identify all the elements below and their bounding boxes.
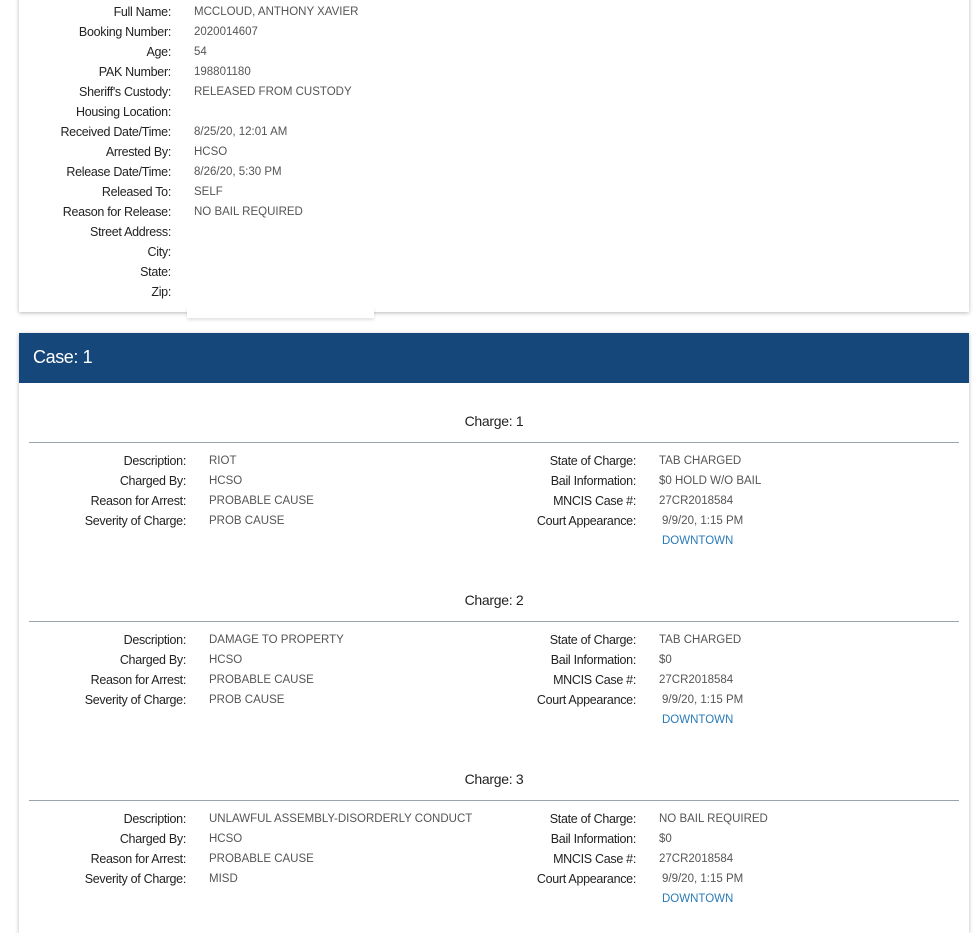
charge-reason-label: Reason for Arrest: <box>90 852 186 866</box>
charge-bail-value: $0 <box>659 654 672 666</box>
charge-description-value: UNLAWFUL ASSEMBLY-DISORDERLY CONDUCT <box>209 813 473 825</box>
charge-bail-value: $0 HOLD W/O BAIL <box>659 475 762 487</box>
info-row-release-datetime <box>19 162 969 182</box>
full-name-value: MCCLOUD, ANTHONY XAVIER <box>194 6 359 18</box>
zip-label: Zip: <box>151 285 171 299</box>
charge-description-label: Description: <box>123 633 186 647</box>
info-row-released-to <box>19 182 969 202</box>
charge-reason-value: PROBABLE CAUSE <box>209 674 314 686</box>
age-label: Age: <box>146 45 171 59</box>
charge-reason-label: Reason for Arrest: <box>90 673 186 687</box>
court-appearance-time: 9/9/20, 1:15 PM <box>662 694 744 706</box>
charge-title: Charge: 2 <box>464 592 524 608</box>
charge-severity-label: Severity of Charge: <box>84 514 186 528</box>
arrested-by-label: Arrested By: <box>105 145 171 159</box>
charge-state-label: State of Charge: <box>549 454 636 468</box>
info-row-received-datetime <box>19 122 969 142</box>
charge-bail-label: Bail Information: <box>550 474 636 488</box>
charge-charged-by-label: Charged By: <box>119 832 186 846</box>
info-row-reason-for-release <box>19 202 969 222</box>
sheriffs-custody-value: RELEASED FROM CUSTODY <box>194 86 352 98</box>
released-to-label: Released To: <box>101 185 171 199</box>
charge-divider <box>29 621 959 622</box>
court-location-link[interactable]: DOWNTOWN <box>662 535 734 547</box>
charge-state-value: TAB CHARGED <box>659 455 742 467</box>
charge-court-label: Court Appearance: <box>536 872 636 886</box>
info-row-zip <box>19 282 969 302</box>
charge-mncis-value: 27CR2018584 <box>659 674 734 686</box>
charge-charged-by-value: HCSO <box>209 475 243 487</box>
charge-mncis-value: 27CR2018584 <box>659 853 734 865</box>
full-name-label: Full Name: <box>113 5 171 19</box>
charge-mncis-label: MNCIS Case #: <box>553 494 636 508</box>
released-to-value: SELF <box>194 186 223 198</box>
charge-mncis-value: 27CR2018584 <box>659 495 734 507</box>
charge-reason-label: Reason for Arrest: <box>90 494 186 508</box>
charge-divider <box>29 442 959 443</box>
case-title: Case: 1 <box>33 347 93 367</box>
court-appearance-time: 9/9/20, 1:15 PM <box>662 873 744 885</box>
charge-state-label: State of Charge: <box>549 812 636 826</box>
charge-court-label: Court Appearance: <box>536 514 636 528</box>
court-location-link[interactable]: DOWNTOWN <box>662 714 734 726</box>
info-row-age <box>19 42 969 62</box>
charge-mncis-label: MNCIS Case #: <box>553 852 636 866</box>
arrested-by-value: HCSO <box>194 146 228 158</box>
charge-description-label: Description: <box>123 812 186 826</box>
release-datetime-label: Release Date/Time: <box>66 165 171 179</box>
charge-bail-label: Bail Information: <box>550 653 636 667</box>
reason-for-release-value: NO BAIL REQUIRED <box>194 206 303 218</box>
received-datetime-label: Received Date/Time: <box>60 125 171 139</box>
charge-state-value: TAB CHARGED <box>659 634 742 646</box>
charge-description-label: Description: <box>123 454 186 468</box>
charge-charged-by-value: HCSO <box>209 654 243 666</box>
case-card <box>19 333 969 933</box>
booking-number-value: 2020014607 <box>194 26 258 38</box>
info-row-pak-number <box>19 62 969 82</box>
charge-court-label: Court Appearance: <box>536 693 636 707</box>
booking-number-label: Booking Number: <box>78 25 171 39</box>
charge-severity-value: PROB CAUSE <box>209 694 285 706</box>
charge-title: Charge: 1 <box>464 413 524 429</box>
city-label: City: <box>147 245 171 259</box>
received-datetime-value: 8/25/20, 12:01 AM <box>194 126 288 138</box>
info-row-state <box>19 262 969 282</box>
charge-severity-value: PROB CAUSE <box>209 515 285 527</box>
court-appearance-time: 9/9/20, 1:15 PM <box>662 515 744 527</box>
street-address-label: Street Address: <box>90 225 171 239</box>
housing-location-label: Housing Location: <box>76 105 171 119</box>
charge-reason-value: PROBABLE CAUSE <box>209 853 314 865</box>
info-row-housing-location <box>19 102 969 122</box>
release-datetime-value: 8/26/20, 5:30 PM <box>194 166 282 178</box>
charge-charged-by-value: HCSO <box>209 833 243 845</box>
charge-bail-label: Bail Information: <box>550 832 636 846</box>
charge-bail-value: $0 <box>659 833 672 845</box>
pak-number-label: PAK Number: <box>98 65 171 79</box>
charge-reason-value: PROBABLE CAUSE <box>209 495 314 507</box>
charge-title: Charge: 3 <box>464 771 524 787</box>
state-label: State: <box>140 265 171 279</box>
card-tab <box>187 306 374 318</box>
info-row-city <box>19 242 969 262</box>
charge-charged-by-label: Charged By: <box>119 474 186 488</box>
charge-description-value: DAMAGE TO PROPERTY <box>209 634 344 646</box>
inmate-info-card <box>19 0 969 312</box>
sheriffs-custody-label: Sheriff's Custody: <box>79 85 171 99</box>
charge-state-label: State of Charge: <box>549 633 636 647</box>
charge-charged-by-label: Charged By: <box>119 653 186 667</box>
charge-description-value: RIOT <box>209 455 237 467</box>
charge-divider <box>29 800 959 801</box>
info-row-arrested-by <box>19 142 969 162</box>
info-row-street-address <box>19 222 969 242</box>
charge-mncis-label: MNCIS Case #: <box>553 673 636 687</box>
charge-severity-label: Severity of Charge: <box>84 693 186 707</box>
charge-severity-label: Severity of Charge: <box>84 872 186 886</box>
court-location-link[interactable]: DOWNTOWN <box>662 893 734 905</box>
pak-number-value: 198801180 <box>194 66 251 78</box>
charge-state-value: NO BAIL REQUIRED <box>659 813 768 825</box>
info-row-sheriffs-custody <box>19 82 969 102</box>
age-value: 54 <box>194 46 207 58</box>
case-header <box>19 333 969 383</box>
info-row-full-name <box>19 2 969 22</box>
reason-for-release-label: Reason for Release: <box>62 205 171 219</box>
info-row-booking-number <box>19 22 969 42</box>
charge-severity-value: MISD <box>209 873 238 885</box>
